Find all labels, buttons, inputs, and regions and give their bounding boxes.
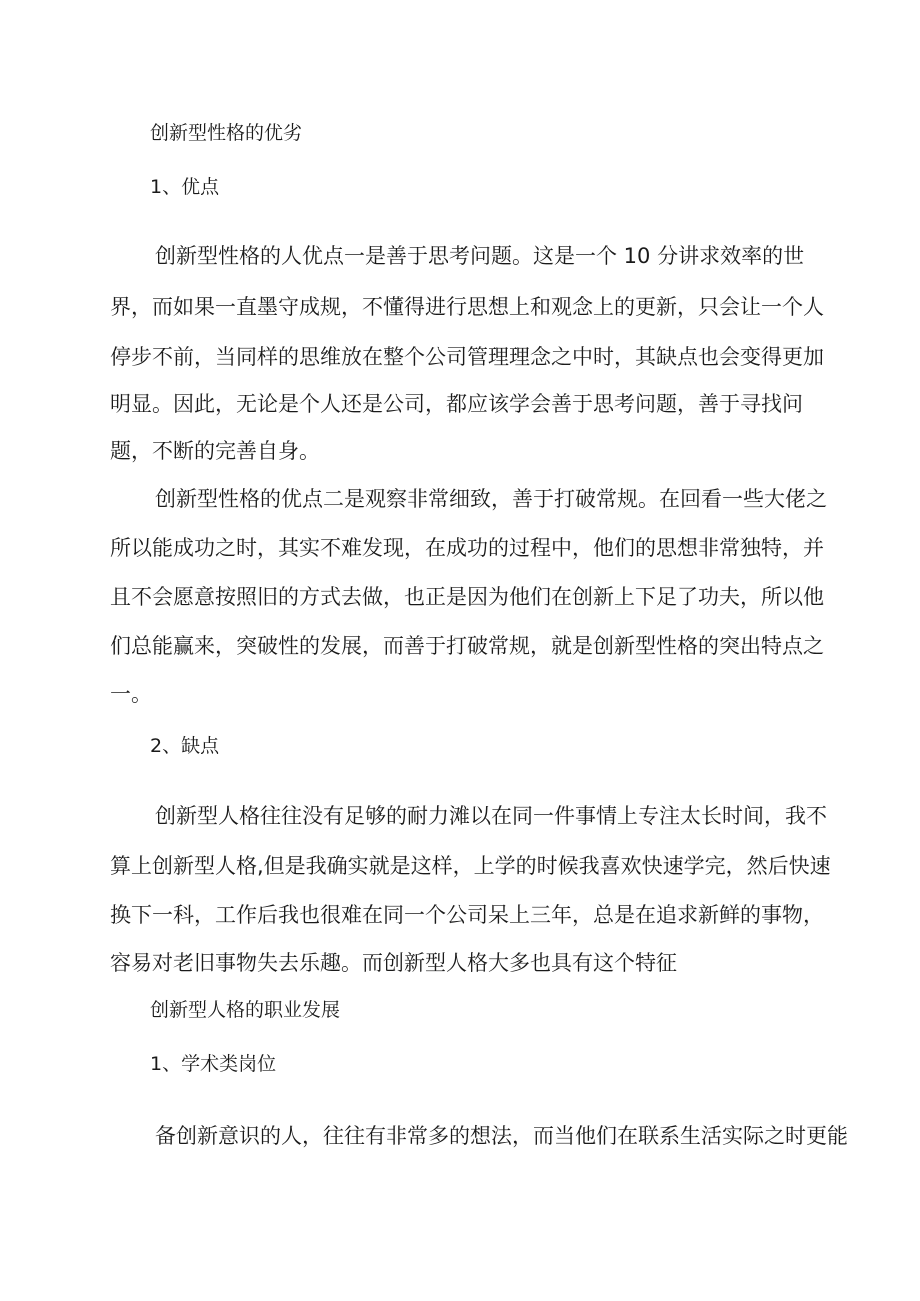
paragraph-line: 容易对老旧事物失去乐趣。而创新型人格大多也具有这个特征 (110, 951, 677, 975)
paragraph-line: 创新型性格的人优点一是善于思考问题。这是一个 10 分讲求效率的世 (155, 244, 805, 268)
paragraph-line: 换下一科，工作后我也很难在同一个公司呆上三年，总是在追求新鲜的事物， (110, 903, 824, 927)
paragraph-line: 停步不前，当同样的思维放在整个公司管理理念之中时，其缺点也会变得更加 (110, 345, 824, 369)
paragraph-line: 创新型性格的优点二是观察非常细致，善于打破常规。在回看一些大佬之 (155, 487, 827, 511)
paragraph-line: 界，而如果一直墨守成规，不懂得进行思想上和观念上的更新，只会让一个人 (110, 295, 824, 319)
section-heading: 创新型人格的职业发展 (150, 999, 341, 1021)
paragraph-line: 算上创新型人格,但是我确实就是这样，上学的时候我喜欢快速学完，然后快速 (110, 854, 831, 878)
subsection-heading: 2、缺点 (150, 735, 220, 757)
paragraph-line: 创新型人格往往没有足够的耐力滩以在同一件事情上专注太长时间，我不 (155, 804, 827, 828)
paragraph-line: 们总能赢来，突破性的发展，而善于打破常规，就是创新型性格的突出特点之 (110, 634, 824, 658)
paragraph-line: 明显。因此，无论是个人还是公司，都应该学会善于思考问题，善于寻找问 (110, 392, 803, 416)
paragraph-line: 题，不断的完善自身。 (110, 439, 320, 463)
subsection-heading: 1、优点 (150, 176, 220, 198)
subsection-heading: 1、学术类岗位 (150, 1053, 277, 1075)
paragraph-line: 一。 (110, 682, 152, 706)
paragraph-line: 所以能成功之时，其实不难发现，在成功的过程中，他们的思想非常独特，并 (110, 536, 824, 560)
section-heading: 创新型性格的优劣 (150, 122, 303, 144)
paragraph-line: 且不会愿意按照旧的方式去做，也正是因为他们在创新上下足了功夫，所以他 (110, 585, 824, 609)
paragraph-line: 备创新意识的人，往往有非常多的想法，而当他们在联系生活实际之时更能 (155, 1124, 848, 1148)
